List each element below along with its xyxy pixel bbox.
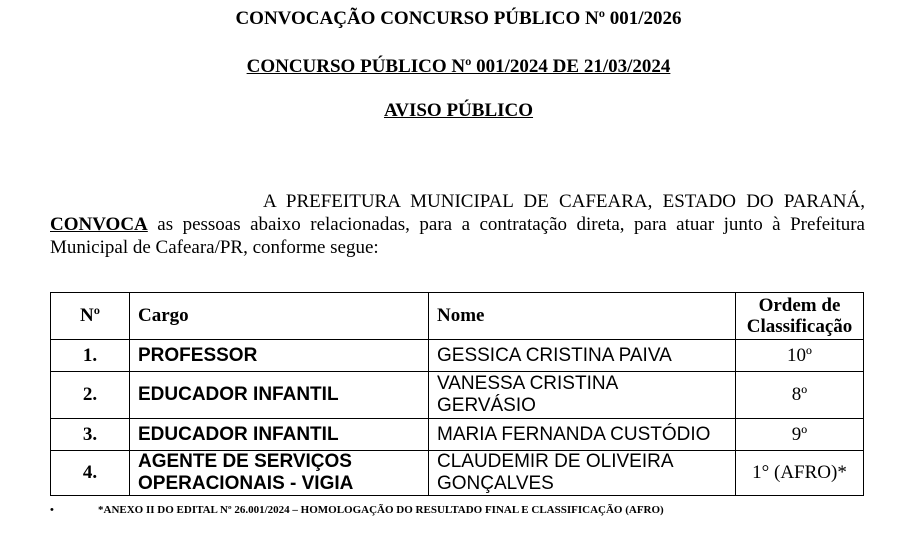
row-num: 1. [51,340,130,372]
footnote [50,503,910,517]
row-cargo: EDUCADOR INFANTIL [130,419,429,451]
row-nome-line2: GERVÁSIO [437,395,536,416]
header-ordem-line1: Ordem de [758,295,841,316]
row-nome-line1: CLAUDEMIR DE OLIVEIRA [437,451,674,472]
row-num: 3. [51,419,130,451]
row-num: 2. [51,372,130,419]
convocation-table [50,292,864,496]
header-ordem-line2: Classificação [746,316,853,337]
row-nome: MARIA FERNANDA CUSTÓDIO [429,419,736,451]
header-cargo: Cargo [130,293,429,340]
row-nome [429,372,736,419]
row-cargo [130,451,429,496]
row-nome-line1: VANESSA CRISTINA [437,373,619,394]
header-num: Nº [51,293,130,340]
public-notice-heading: AVISO PÚBLICO [383,100,534,121]
header-ordem [736,293,864,340]
row-cargo-line2: OPERACIONAIS - VIGIA [138,473,354,494]
row-ordem: 8º [736,372,864,419]
table-row [51,451,864,496]
row-nome [429,451,736,496]
row-num: 4. [51,451,130,496]
table-row [51,372,864,419]
convoca-word: CONVOCA [50,214,148,235]
row-cargo-line1: AGENTE DE SERVIÇOS [138,451,352,472]
row-cargo: PROFESSOR [130,340,429,372]
intro-line1: A PREFEITURA MUNICIPAL DE CAFEARA, ESTADO DO PARANÁ, [263,191,865,212]
footnote-text: *ANEXO II DO EDITAL Nº 26.001/2024 – HOMOLOGAÇÃO DO RESULTADO FINAL E CLASSIFICAÇÃO (AFRO) [98,504,664,516]
row-nome: GESSICA CRISTINA PAIVA [429,340,736,372]
row-ordem: 10º [736,340,864,372]
intro-rest: as pessoas abaixo relacionadas, para a contratação direta, para atuar junto à Prefeitura Municipal de Cafeara/PR, conforme segue: [50,214,865,258]
notice-title: CONVOCAÇÃO CONCURSO PÚBLICO Nº 001/2026 [235,8,682,29]
table-header-row [51,293,864,340]
contest-reference: CONCURSO PÚBLICO Nº 001/2024 DE 21/03/2024 [246,56,671,77]
row-ordem: 1° (AFRO)* [736,451,864,496]
intro-paragraph [50,190,865,259]
bullet-icon: • [50,504,54,516]
table-row [51,340,864,372]
row-nome-line2: GONÇALVES [437,473,554,494]
header-nome: Nome [429,293,736,340]
row-ordem: 9º [736,419,864,451]
table-row [51,419,864,451]
row-cargo: EDUCADOR INFANTIL [130,372,429,419]
